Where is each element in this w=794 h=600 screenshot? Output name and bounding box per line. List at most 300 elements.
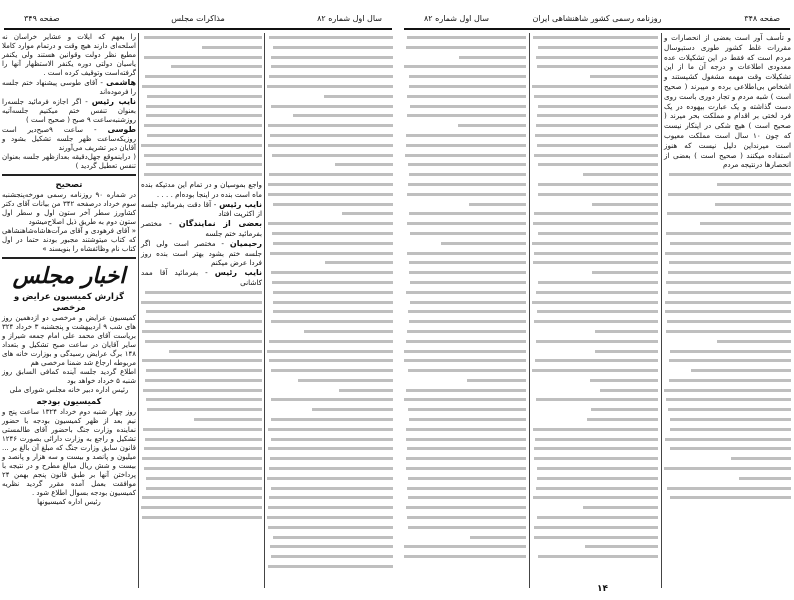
speech-text: - بفرمائید آقا ممد کاشانی <box>141 268 262 287</box>
text-line-ink <box>408 369 526 372</box>
text-line-ink <box>535 359 658 362</box>
text-line-ink <box>272 154 393 157</box>
text-line <box>664 200 791 210</box>
text-line-ink <box>536 487 658 490</box>
text-line <box>404 53 526 63</box>
text-line <box>664 239 791 249</box>
text-line <box>141 493 262 503</box>
text-line-ink <box>146 477 262 480</box>
text-line <box>404 131 526 141</box>
text-line <box>141 141 262 151</box>
text-line-ink <box>665 301 791 304</box>
text-line-ink <box>407 447 526 450</box>
text-line-ink <box>142 359 262 362</box>
text-line-ink <box>532 369 658 372</box>
text-line-ink <box>407 95 526 98</box>
text-line-ink <box>141 144 262 147</box>
text-line <box>267 209 393 219</box>
text-lines <box>404 33 526 562</box>
text-line <box>141 160 262 170</box>
issue-number: سال اول شماره ۸۲ <box>424 14 489 23</box>
text-line-ink <box>202 46 262 49</box>
text-line-ink <box>145 291 262 294</box>
text-line-ink <box>533 222 658 225</box>
text-line-ink <box>665 252 791 255</box>
text-line <box>664 307 791 317</box>
text-line <box>404 82 526 92</box>
text-line-ink <box>590 75 658 78</box>
text-line-ink <box>312 408 393 411</box>
text-line <box>532 444 658 454</box>
column-debate <box>141 33 262 523</box>
text-line-ink <box>670 418 791 421</box>
text-line-ink <box>267 516 393 519</box>
speech <box>2 125 136 153</box>
text-line-ink <box>271 398 393 401</box>
text-line <box>141 111 262 121</box>
text-line-ink <box>269 75 393 78</box>
text-line <box>141 386 262 396</box>
text-line-ink <box>590 379 658 382</box>
text-line-ink <box>670 428 791 431</box>
text-line-ink <box>538 555 658 558</box>
text-line <box>664 258 791 268</box>
text-line-ink <box>271 487 393 490</box>
text-line <box>532 513 658 523</box>
text-line-ink <box>269 359 393 362</box>
paragraph: واجع بموسیان و در تمام این مدتیکه بنده ماه است بنده در اینجا بوده‌ام . . . . <box>141 179 262 199</box>
text-line <box>267 43 393 53</box>
text-line-ink <box>268 183 393 186</box>
text-line-ink <box>406 389 526 392</box>
text-line-ink <box>409 173 526 176</box>
column-debate <box>267 33 393 572</box>
text-line <box>404 170 526 180</box>
text-line <box>664 298 791 308</box>
text-line-ink <box>271 369 393 372</box>
text-line-ink <box>269 340 393 343</box>
text-line <box>267 229 393 239</box>
text-line <box>267 170 393 180</box>
page-header <box>404 14 790 28</box>
text-line <box>664 229 791 239</box>
text-line <box>404 513 526 523</box>
text-line <box>664 386 791 396</box>
text-line-ink <box>146 105 262 108</box>
text-line <box>532 356 658 366</box>
text-line <box>267 307 393 317</box>
text-lines <box>141 288 262 523</box>
text-line-ink <box>538 193 658 196</box>
text-line-ink <box>534 457 658 460</box>
text-line <box>532 454 658 464</box>
text-line <box>404 317 526 327</box>
text-line <box>404 43 526 53</box>
text-line-ink <box>407 193 526 196</box>
text-lines <box>664 170 791 503</box>
text-line-ink <box>534 252 658 255</box>
text-line <box>141 395 262 405</box>
text-line-ink <box>273 301 393 304</box>
text-line-ink <box>459 56 526 59</box>
text-line-ink <box>406 340 526 343</box>
column-debate <box>664 33 791 503</box>
text-line-ink <box>667 212 791 215</box>
column-rule <box>661 33 662 588</box>
speaker-name: هاشمی <box>106 78 136 87</box>
text-line <box>532 484 658 494</box>
text-line <box>532 278 658 288</box>
text-line <box>532 298 658 308</box>
text-line-ink <box>583 506 658 509</box>
text-line <box>532 72 658 82</box>
text-line <box>532 327 658 337</box>
text-line <box>267 131 393 141</box>
text-line <box>267 268 393 278</box>
speaker-name: نایب رئیس <box>214 268 263 278</box>
text-line <box>141 464 262 474</box>
text-line-ink <box>404 398 526 401</box>
text-line-ink <box>667 487 791 490</box>
text-line <box>404 533 526 543</box>
text-line <box>664 190 791 200</box>
signature: رئیس اداره کمیسیونها <box>37 498 101 506</box>
text-line <box>664 484 791 494</box>
text-line-ink <box>342 212 393 215</box>
text-line-ink <box>670 242 791 245</box>
text-line-ink <box>339 389 393 392</box>
text-line <box>664 317 791 327</box>
text-line <box>532 229 658 239</box>
correction-heading: تصحیح <box>55 179 83 189</box>
text-line <box>141 121 262 131</box>
text-line-ink <box>406 506 526 509</box>
text-line-ink <box>535 134 658 137</box>
text-line-ink <box>715 203 791 206</box>
text-line-ink <box>717 183 791 186</box>
text-line <box>141 72 262 82</box>
text-line-ink <box>406 438 526 441</box>
text-line <box>404 249 526 259</box>
text-line <box>532 121 658 131</box>
text-line <box>664 288 791 298</box>
text-line <box>532 62 658 72</box>
text-line <box>404 72 526 82</box>
text-line-ink <box>335 163 393 166</box>
text-line-ink <box>533 36 658 39</box>
text-line-ink <box>405 154 526 157</box>
text-line-ink <box>408 526 526 529</box>
text-lines <box>141 33 262 180</box>
speech-text: - ساعت ۹صبح‌دیر است روزیکه‌ساعت ظهر جلسه تشکیل بشود و آقایان دیر تشریف می‌آورند <box>2 126 136 152</box>
text-line-ink <box>532 242 658 245</box>
text-line-ink <box>269 467 393 470</box>
text-line-ink <box>147 95 262 98</box>
text-line-ink <box>665 438 791 441</box>
text-line <box>664 395 791 405</box>
speech <box>141 219 262 239</box>
text-line-ink <box>273 310 393 313</box>
text-line <box>404 444 526 454</box>
text-line <box>532 43 658 53</box>
text-line <box>267 415 393 425</box>
text-line-ink <box>536 56 658 59</box>
budget-heading: کمیسیون بودجه <box>36 396 102 406</box>
text-line-ink <box>272 232 393 235</box>
text-line-ink <box>271 65 393 68</box>
text-line <box>404 62 526 72</box>
text-line-ink <box>537 516 658 519</box>
text-line <box>404 288 526 298</box>
column-news <box>2 33 136 507</box>
text-line <box>141 454 262 464</box>
text-line <box>532 160 658 170</box>
text-line <box>141 82 262 92</box>
text-line-ink <box>268 565 393 568</box>
text-line <box>267 121 393 131</box>
text-line-ink <box>273 242 393 245</box>
text-line <box>141 288 262 298</box>
text-line <box>404 552 526 562</box>
text-line <box>404 33 526 43</box>
speech-text: - مختصر بفرمائید ختم جلسه <box>141 219 262 238</box>
text-line <box>404 209 526 219</box>
text-line-ink <box>142 85 262 88</box>
text-line-ink <box>143 428 262 431</box>
text-line <box>267 190 393 200</box>
text-line <box>267 337 393 347</box>
text-line-ink <box>273 203 393 206</box>
text-line <box>267 425 393 435</box>
text-line <box>532 102 658 112</box>
text-line <box>141 376 262 386</box>
text-line <box>532 317 658 327</box>
text-line-ink <box>534 154 658 157</box>
text-line-ink <box>406 428 526 431</box>
text-line-ink <box>538 105 658 108</box>
text-lines <box>267 33 393 572</box>
text-line <box>404 102 526 112</box>
text-line <box>267 92 393 102</box>
text-line-ink <box>739 477 791 480</box>
text-line-ink <box>409 261 526 264</box>
text-line-ink <box>268 447 393 450</box>
text-line-ink <box>298 379 393 382</box>
text-line-ink <box>534 320 658 323</box>
text-line-ink <box>270 134 393 137</box>
text-line <box>267 533 393 543</box>
text-line <box>532 258 658 268</box>
text-line-ink <box>532 85 658 88</box>
text-line-ink <box>665 310 791 313</box>
text-line-ink <box>147 134 262 137</box>
text-line <box>267 474 393 484</box>
text-line-ink <box>271 438 393 441</box>
text-line <box>267 562 393 572</box>
text-line <box>532 552 658 562</box>
text-line <box>267 288 393 298</box>
footer-page-number: ۱۴ <box>597 584 608 594</box>
text-line <box>404 493 526 503</box>
text-line <box>532 151 658 161</box>
text-line-ink <box>141 506 262 509</box>
text-line <box>664 376 791 386</box>
speech-text: - آقای طوسی پیشنهاد ختم جلسه را فرموده‌اند <box>2 79 136 96</box>
header-rule <box>4 28 392 30</box>
text-line-ink <box>595 330 658 333</box>
text-line <box>532 425 658 435</box>
text-line-ink <box>409 418 526 421</box>
text-line <box>141 33 262 43</box>
correction-text: در شماره ۹۰ روزنامه رسمی مورخه‌پنجشنبه سوم خرداد درصفحه ۳۴۲ من بیانات آقای دکتر کشاورز سطر آخر ستون اول و سطر اول ستون دوم به طریق ذیل اصلاح‌میشود <box>2 191 136 226</box>
column-rule <box>264 33 265 588</box>
text-line-ink <box>664 467 791 470</box>
text-line-ink <box>691 369 792 372</box>
page-header <box>4 14 392 28</box>
text-line-ink <box>404 359 526 362</box>
text-line-ink <box>271 418 393 421</box>
text-line <box>404 376 526 386</box>
text-line-ink <box>595 350 658 353</box>
text-line-ink <box>536 398 658 401</box>
text-line-ink <box>410 301 526 304</box>
speaker-name: نایب رئیس <box>219 199 262 209</box>
text-line <box>664 219 791 229</box>
text-line-ink <box>406 291 526 294</box>
text-line <box>267 493 393 503</box>
text-line-ink <box>404 350 526 353</box>
text-line-ink <box>273 291 393 294</box>
text-line <box>404 190 526 200</box>
text-line-ink <box>406 467 526 470</box>
text-line-ink <box>408 310 526 313</box>
text-line <box>267 298 393 308</box>
text-line-ink <box>324 95 393 98</box>
text-line <box>664 337 791 347</box>
text-line <box>532 33 658 43</box>
text-line <box>141 415 262 425</box>
text-line <box>404 395 526 405</box>
text-line-ink <box>144 36 262 39</box>
text-line <box>404 435 526 445</box>
text-line <box>404 415 526 425</box>
text-line-ink <box>141 301 262 304</box>
text-line <box>532 542 658 552</box>
divider <box>2 257 136 259</box>
text-line-ink <box>668 193 791 196</box>
text-line-ink <box>407 330 526 333</box>
text-line <box>532 533 658 543</box>
text-line-ink <box>268 526 393 529</box>
text-line <box>267 72 393 82</box>
section-title: مذاکرات مجلس <box>171 14 225 23</box>
text-line <box>267 484 393 494</box>
text-line-ink <box>267 85 393 88</box>
text-line-ink <box>268 506 393 509</box>
text-line-ink <box>142 496 262 499</box>
text-line <box>404 121 526 131</box>
speech-text: - مختصر است ولی اگر جلسه ختم بشود بهتر است بنده روز فردا عرض میکنم <box>141 238 262 268</box>
text-line-ink <box>534 536 658 539</box>
text-line-ink <box>587 418 658 421</box>
text-line <box>404 111 526 121</box>
text-line-ink <box>532 301 658 304</box>
text-line-ink <box>536 291 658 294</box>
text-line-ink <box>585 545 658 548</box>
text-line <box>532 523 658 533</box>
text-line <box>404 366 526 376</box>
text-line-ink <box>268 144 393 147</box>
text-line-ink <box>273 536 393 539</box>
text-line <box>404 180 526 190</box>
text-line <box>532 131 658 141</box>
text-line-ink <box>407 36 526 39</box>
text-line <box>267 219 393 229</box>
text-line <box>664 444 791 454</box>
text-line-ink <box>144 56 262 59</box>
speech <box>141 268 262 288</box>
text-line-ink <box>143 389 262 392</box>
text-line-ink <box>406 457 526 460</box>
text-line <box>404 298 526 308</box>
text-line-ink <box>269 496 393 499</box>
text-line <box>404 151 526 161</box>
text-line <box>404 219 526 229</box>
text-line-ink <box>666 398 791 401</box>
text-line <box>664 464 791 474</box>
text-line <box>404 503 526 513</box>
text-line <box>664 180 791 190</box>
text-line <box>267 386 393 396</box>
text-line-ink <box>142 516 262 519</box>
text-line-ink <box>533 261 658 264</box>
text-line-ink <box>538 183 658 186</box>
text-line-ink <box>169 350 262 353</box>
text-line-ink <box>142 330 262 333</box>
text-line <box>267 395 393 405</box>
text-line-ink <box>535 438 658 441</box>
text-line-ink <box>269 173 393 176</box>
newspaper-title: روزنامه رسمی کشور شاهنشاهی ایران <box>532 14 662 23</box>
text-line-ink <box>666 330 791 333</box>
text-line-ink <box>534 526 658 529</box>
text-lines <box>532 33 658 562</box>
text-line <box>267 503 393 513</box>
text-line <box>141 170 262 180</box>
text-line-ink <box>407 252 526 255</box>
text-line <box>267 317 393 327</box>
text-line-ink <box>142 457 262 460</box>
text-line-ink <box>409 271 526 274</box>
text-line-ink <box>270 457 393 460</box>
text-line <box>404 337 526 347</box>
text-line <box>267 327 393 337</box>
text-line <box>532 395 658 405</box>
text-line <box>404 356 526 366</box>
text-line-ink <box>669 261 791 264</box>
text-line-ink <box>145 320 262 323</box>
speaker-name: بعضی از نمایندگان <box>178 219 262 229</box>
text-line <box>532 415 658 425</box>
text-line <box>532 366 658 376</box>
text-line-ink <box>534 212 658 215</box>
text-line <box>141 425 262 435</box>
text-line-ink <box>144 173 262 176</box>
text-line <box>664 366 791 376</box>
text-line-ink <box>538 163 658 166</box>
text-line-ink <box>404 545 526 548</box>
paragraph: و تأسف آور است بعضی از انحصارات و مقررات غلط کشور طوری دستبوسال مردم است که فقط در این تشکیلات عده معدودی اطلاعات و درجه آن ما از این تشکیلات وقت مهمه مشغول کشیستند و اشخاص بی‌اطلاعی برده و میبرند ( صحیح است ) شبه مردم و تجار دوری باست روی دست گذاشته و یک عبارت بیهوده در یک فرد لختی بر اقدام و مملکت بحر میرند ( صحیح است ) هیچ شکی در اینکار نیست که چون ۱۰ سال است مملکت معیوب است میرنداین دلیل نیست که هنوز استفاده میکنند ( صحیح است ) بعضی از انحصارها درنتیجه مردم <box>664 33 791 170</box>
